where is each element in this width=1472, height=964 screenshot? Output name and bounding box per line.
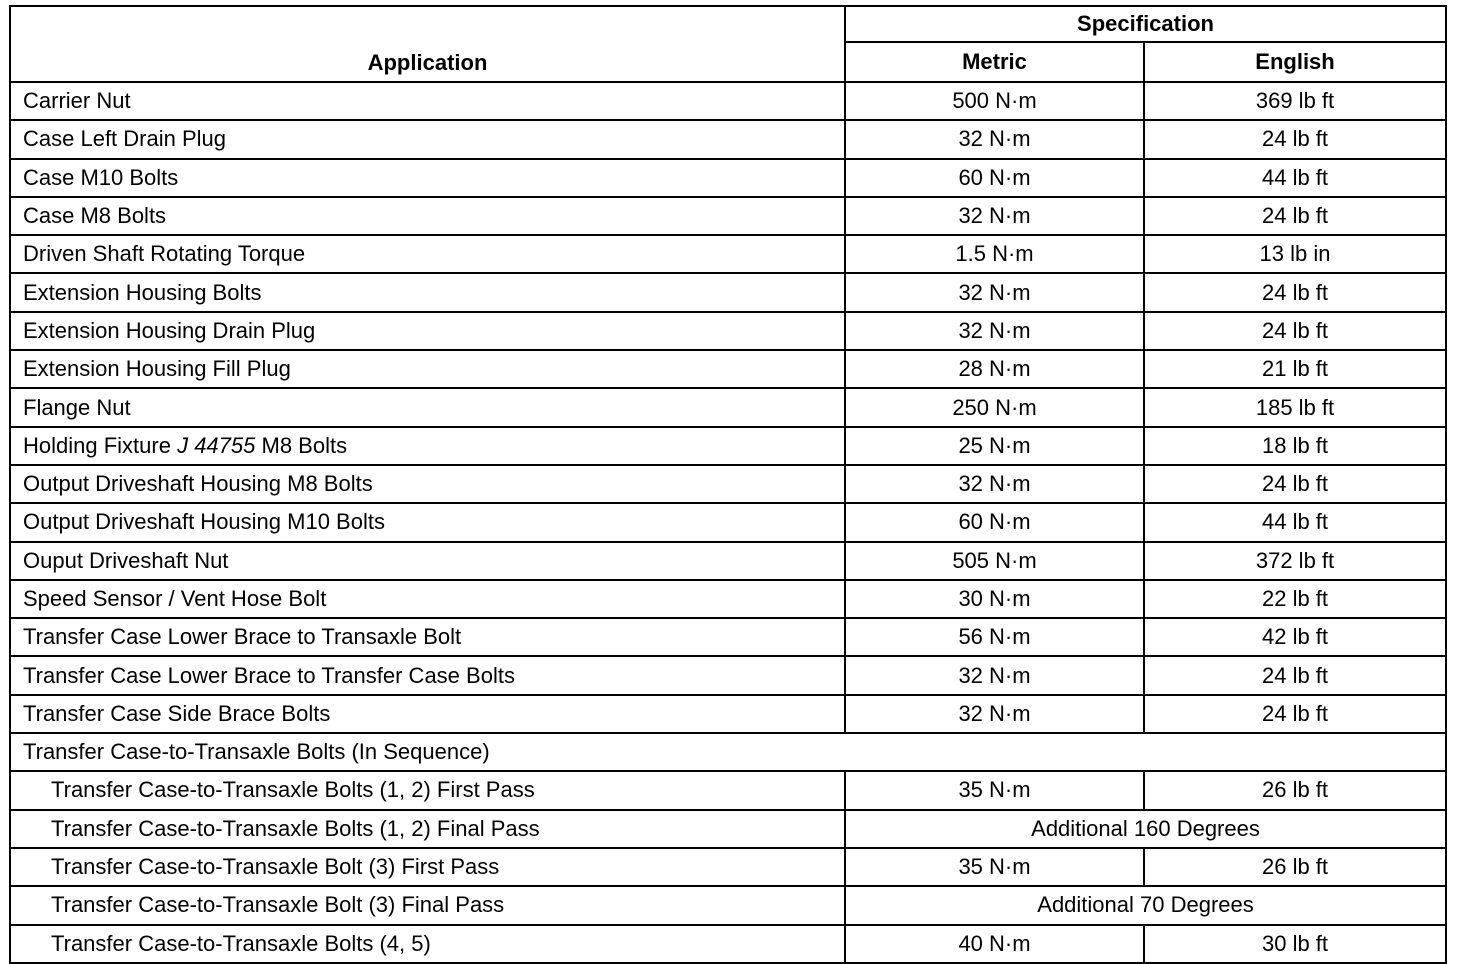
table-row [10, 542, 1446, 580]
english-cell: 21 lb ft [1144, 350, 1446, 388]
table-row [10, 465, 1446, 503]
metric-cell: 40 N·m [845, 925, 1144, 963]
metric-cell: 32 N·m [845, 656, 1144, 694]
metric-cell: 1.5 N·m [845, 235, 1144, 273]
table-row [10, 848, 1446, 886]
table-row [10, 120, 1446, 158]
table-row [10, 82, 1446, 120]
table-row [10, 771, 1446, 809]
english-cell: 42 lb ft [1144, 618, 1446, 656]
english-cell: 24 lb ft [1144, 312, 1446, 350]
specification-header: Specification [845, 6, 1446, 42]
metric-cell: 505 N·m [845, 542, 1144, 580]
application-cell: Case M8 Bolts [10, 197, 845, 235]
english-cell: 13 lb in [1144, 235, 1446, 273]
table-row [10, 350, 1446, 388]
english-cell: 44 lb ft [1144, 159, 1446, 197]
english-cell: 26 lb ft [1144, 771, 1446, 809]
application-cell: Extension Housing Fill Plug [10, 350, 845, 388]
tool-number: J 44755 [177, 432, 256, 458]
english-cell: 24 lb ft [1144, 465, 1446, 503]
english-cell: 369 lb ft [1144, 82, 1446, 120]
application-cell: Transfer Case-to-Transaxle Bolt (3) Final Pass [10, 886, 845, 924]
table-row [10, 427, 1446, 465]
metric-cell: 30 N·m [845, 580, 1144, 618]
metric-cell: 32 N·m [845, 465, 1144, 503]
table-row [10, 695, 1446, 733]
group-heading-cell: Transfer Case-to-Transaxle Bolts (In Sequence) [10, 733, 1446, 771]
english-cell: 372 lb ft [1144, 542, 1446, 580]
english-cell: 22 lb ft [1144, 580, 1446, 618]
metric-cell: 35 N·m [845, 848, 1144, 886]
table-row [10, 503, 1446, 541]
metric-cell: 500 N·m [845, 82, 1144, 120]
application-cell: Transfer Case Lower Brace to Transfer Case Bolts [10, 656, 845, 694]
table-row [10, 656, 1446, 694]
table-row [10, 235, 1446, 273]
english-cell: 185 lb ft [1144, 388, 1446, 426]
application-cell: Carrier Nut [10, 82, 845, 120]
english-cell: 24 lb ft [1144, 120, 1446, 158]
metric-cell: 56 N·m [845, 618, 1144, 656]
metric-cell: 35 N·m [845, 771, 1144, 809]
application-text: M8 Bolts [255, 432, 348, 458]
application-cell: Transfer Case-to-Transaxle Bolt (3) First Pass [10, 848, 845, 886]
english-cell: 30 lb ft [1144, 925, 1446, 963]
metric-cell: 32 N·m [845, 273, 1144, 311]
spec-span-cell: Additional 160 Degrees [845, 810, 1446, 848]
english-cell: 24 lb ft [1144, 695, 1446, 733]
application-cell: Case Left Drain Plug [10, 120, 845, 158]
application-cell: Output Driveshaft Housing M8 Bolts [10, 465, 845, 503]
table-row [10, 580, 1446, 618]
english-cell: 24 lb ft [1144, 656, 1446, 694]
metric-cell: 32 N·m [845, 695, 1144, 733]
english-cell: 24 lb ft [1144, 273, 1446, 311]
application-cell: Flange Nut [10, 388, 845, 426]
english-cell: 24 lb ft [1144, 197, 1446, 235]
metric-cell: 32 N·m [845, 312, 1144, 350]
english-cell: 18 lb ft [1144, 427, 1446, 465]
metric-cell: 32 N·m [845, 120, 1144, 158]
application-cell: Output Driveshaft Housing M10 Bolts [10, 503, 845, 541]
table-row [10, 312, 1446, 350]
application-cell: Speed Sensor / Vent Hose Bolt [10, 580, 845, 618]
torque-spec-table [9, 5, 1447, 964]
table-row [10, 810, 1446, 848]
table-row [10, 886, 1446, 924]
english-cell: 26 lb ft [1144, 848, 1446, 886]
application-cell: Transfer Case-to-Transaxle Bolts (1, 2) First Pass [10, 771, 845, 809]
metric-cell: 250 N·m [845, 388, 1144, 426]
table-row [10, 388, 1446, 426]
metric-header: Metric [845, 42, 1144, 82]
application-cell: Extension Housing Drain Plug [10, 312, 845, 350]
application-cell: Transfer Case-to-Transaxle Bolts (4, 5) [10, 925, 845, 963]
table-row [10, 925, 1446, 963]
application-header: Application [10, 6, 845, 82]
application-cell: Transfer Case Side Brace Bolts [10, 695, 845, 733]
metric-cell: 60 N·m [845, 159, 1144, 197]
metric-cell: 28 N·m [845, 350, 1144, 388]
metric-cell: 25 N·m [845, 427, 1144, 465]
table-row [10, 159, 1446, 197]
application-cell: Case M10 Bolts [10, 159, 845, 197]
application-cell: Driven Shaft Rotating Torque [10, 235, 845, 273]
table-row [10, 273, 1446, 311]
application-text: Holding Fixture [23, 432, 178, 458]
application-cell: Transfer Case Lower Brace to Transaxle Bolt [10, 618, 845, 656]
table-row-group-heading [10, 733, 1446, 771]
application-cell: Ouput Driveshaft Nut [10, 542, 845, 580]
table-row [10, 618, 1446, 656]
metric-cell: 32 N·m [845, 197, 1144, 235]
application-cell: Extension Housing Bolts [10, 273, 845, 311]
application-cell [10, 427, 845, 465]
english-header: English [1144, 42, 1446, 82]
table-row [10, 197, 1446, 235]
english-cell: 44 lb ft [1144, 503, 1446, 541]
metric-cell: 60 N·m [845, 503, 1144, 541]
application-cell: Transfer Case-to-Transaxle Bolts (1, 2) Final Pass [10, 810, 845, 848]
spec-span-cell: Additional 70 Degrees [845, 886, 1446, 924]
